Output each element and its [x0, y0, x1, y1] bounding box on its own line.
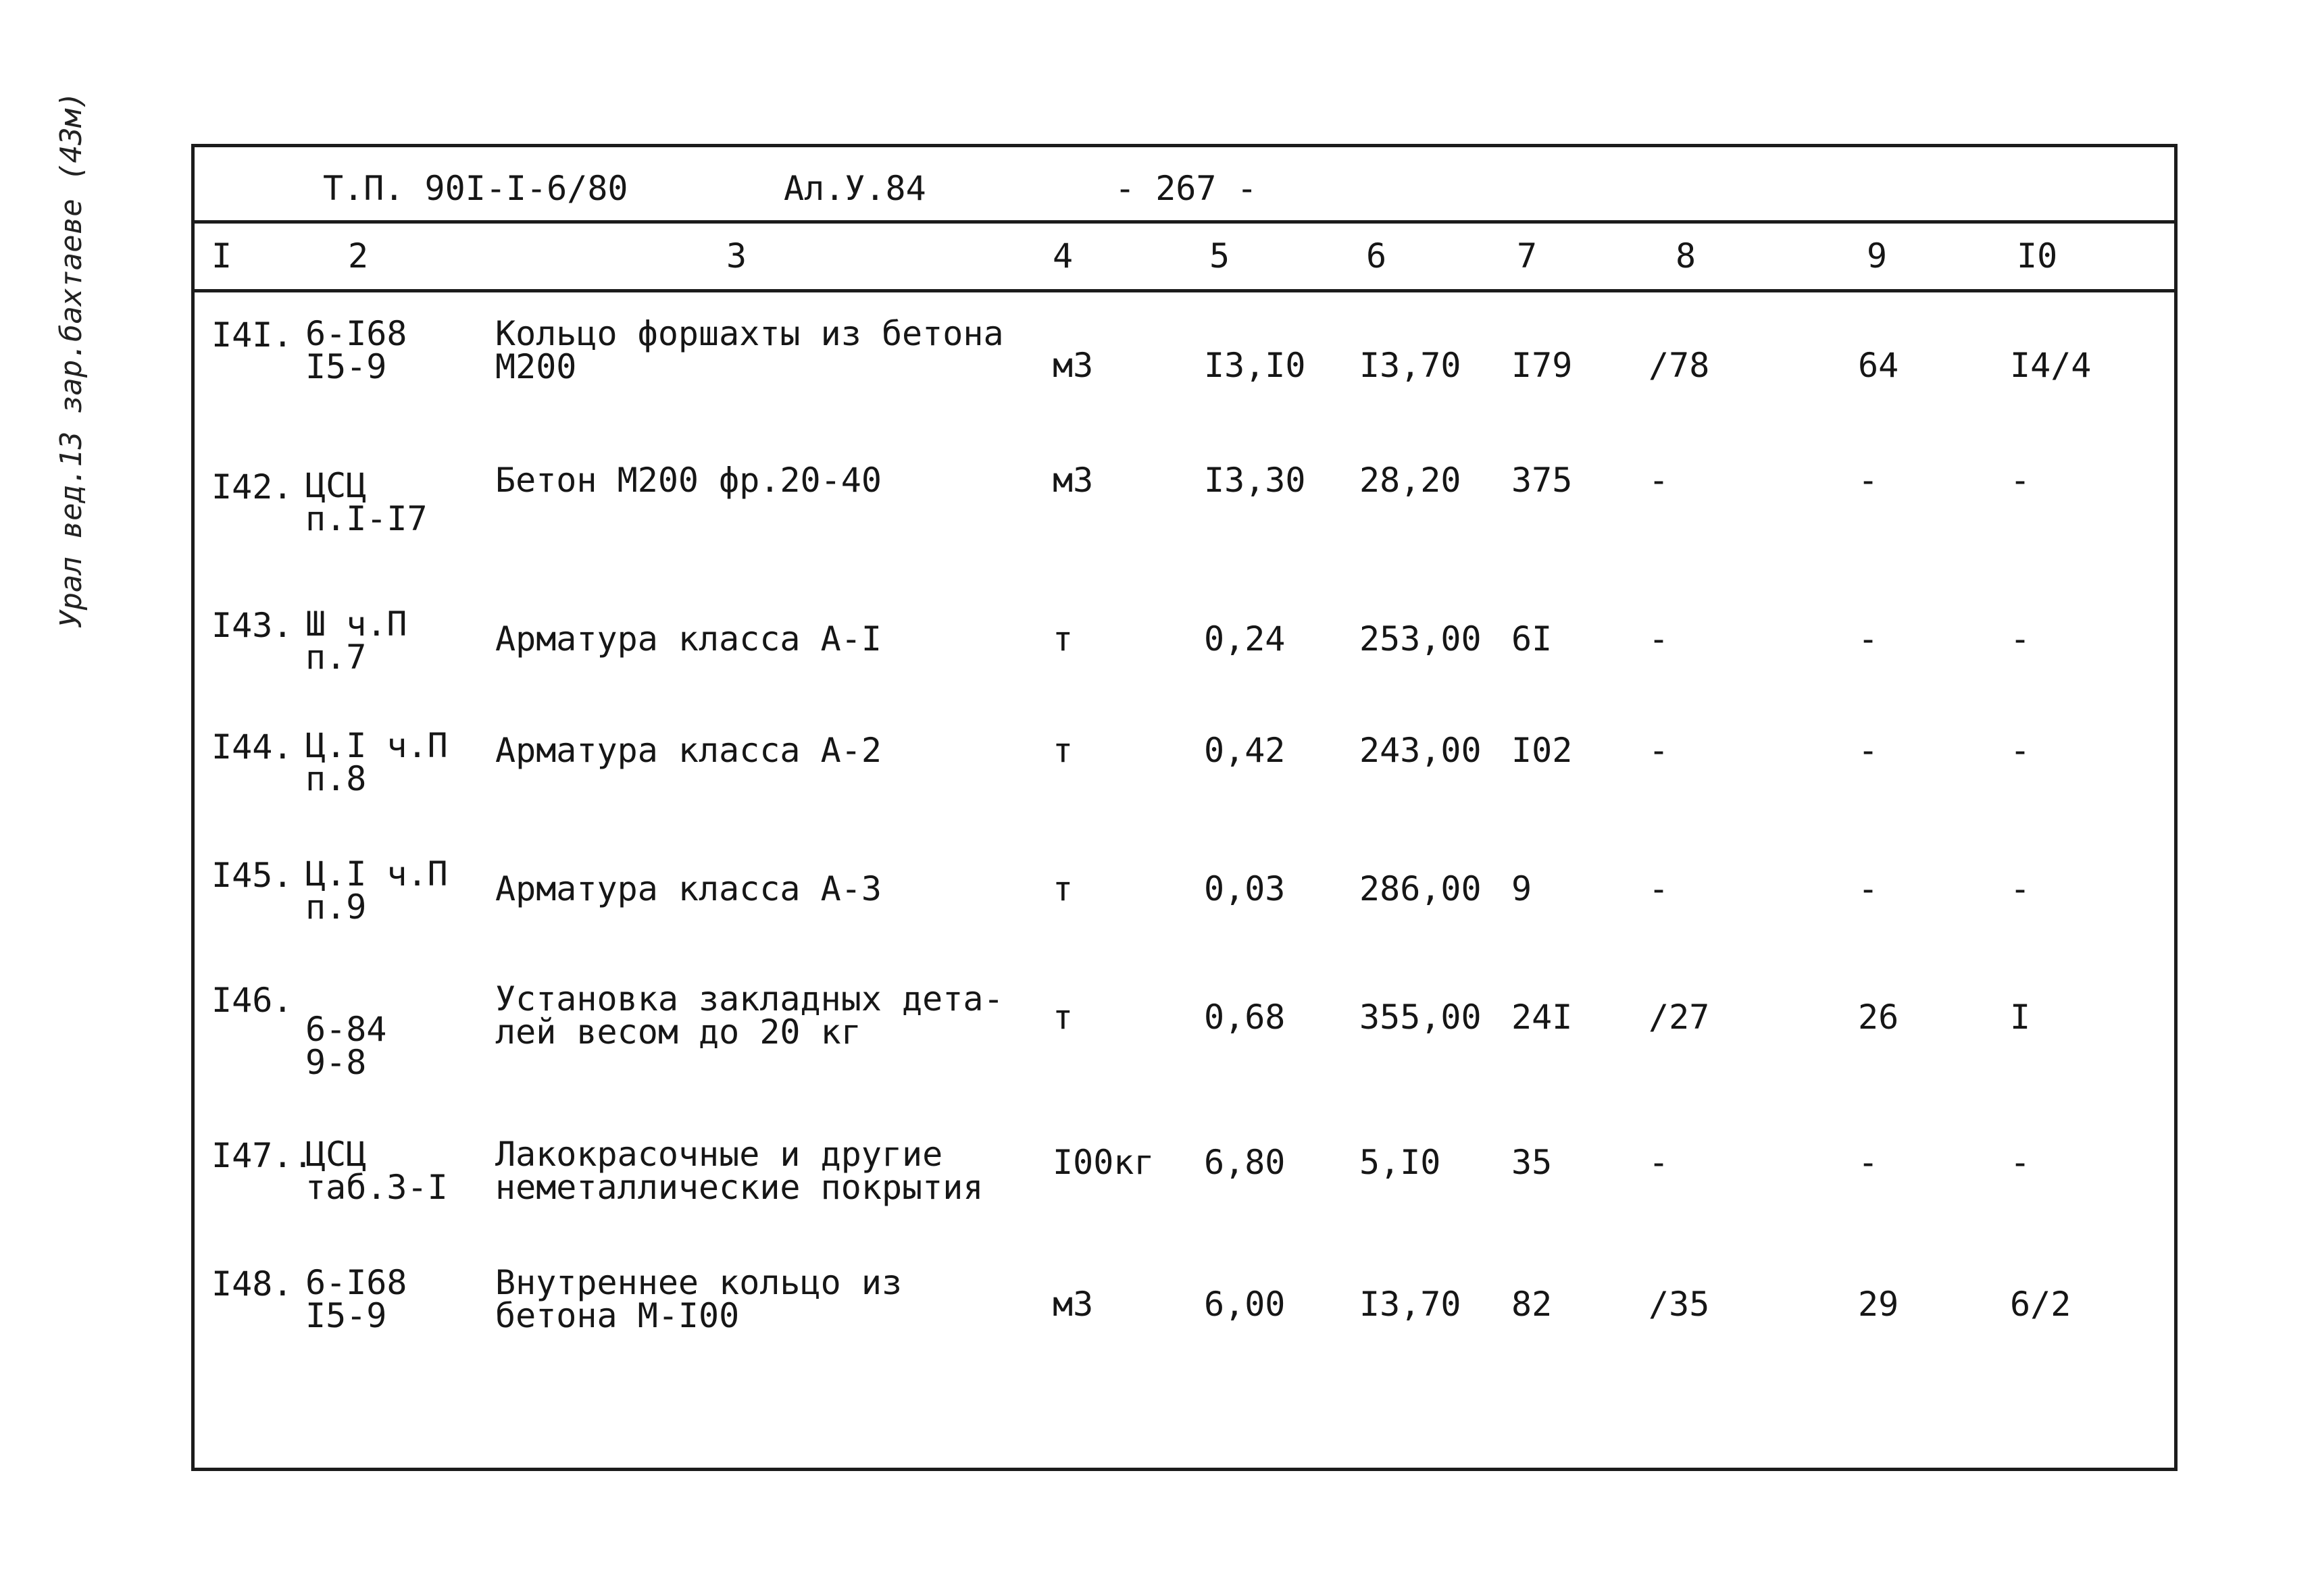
unit-price: 286,00 [1359, 869, 1482, 908]
page-number: - 267 - [1115, 169, 1257, 208]
album-number: Ал.У.84 [784, 169, 926, 208]
unit: м3 [1053, 461, 1094, 500]
total-cost: 24I [1511, 998, 1573, 1037]
col-8-value: - [1649, 1143, 1669, 1182]
doc-code: Т.П. 90I-I-6/80 [323, 169, 628, 208]
unit: т [1053, 731, 1074, 770]
unit-price: I3,70 [1359, 346, 1461, 385]
col-10-value: - [2010, 869, 2031, 908]
quantity: 0,68 [1204, 998, 1286, 1037]
col-9-value: 64 [1858, 346, 1899, 385]
work-name: Арматура класса А-I [495, 619, 882, 659]
quantity: I3,I0 [1204, 346, 1306, 385]
col-header-4: 4 [1053, 236, 1074, 276]
table-frame [191, 144, 2178, 1471]
col-9-value: - [1858, 461, 1879, 500]
work-name: Внутреннее кольцо из бетона М-I00 [495, 1263, 903, 1335]
norm-code: ЦСЦ п.I-I7 [305, 466, 428, 538]
work-name: Установка закладных дета- лей весом до 20 кг [495, 979, 1004, 1052]
work-name: Арматура класса А-2 [495, 731, 882, 770]
row-number: I44. [211, 727, 293, 767]
work-name: Бетон М200 фр.20-40 [495, 461, 882, 500]
total-cost: 6I [1511, 619, 1553, 659]
unit-price: 5,I0 [1359, 1143, 1441, 1182]
col-header-10: I0 [2017, 236, 2058, 276]
unit-price: I3,70 [1359, 1285, 1461, 1324]
col-9-value: - [1858, 731, 1879, 770]
col-8-value: - [1649, 731, 1669, 770]
row-number: I47.. [211, 1136, 313, 1175]
col-9-value: - [1858, 869, 1879, 908]
col-header-3: 3 [726, 236, 747, 276]
quantity: 6,80 [1204, 1143, 1286, 1182]
row-number: I45. [211, 856, 293, 895]
row-number: I43. [211, 606, 293, 645]
total-cost: I79 [1511, 346, 1573, 385]
col-header-1: I [211, 236, 232, 276]
row-number: I48. [211, 1264, 293, 1304]
col-header-2: 2 [348, 236, 369, 276]
norm-code: Ц.I ч.П п.8 [305, 726, 448, 798]
quantity: 0,42 [1204, 731, 1286, 770]
unit: м3 [1053, 1285, 1094, 1324]
work-name: Кольцо форшахты из бетона М200 [495, 314, 1004, 386]
quantity: 0,03 [1204, 869, 1286, 908]
col-10-value: - [2010, 731, 2031, 770]
column-header-divider [191, 289, 2178, 292]
col-header-8: 8 [1676, 236, 1696, 276]
unit: т [1053, 998, 1074, 1037]
unit-price: 243,00 [1359, 731, 1482, 770]
row-number: I4I. [211, 315, 293, 355]
col-8-value: - [1649, 619, 1669, 659]
total-cost: 9 [1511, 869, 1532, 908]
unit: т [1053, 869, 1074, 908]
col-8-value: - [1649, 869, 1669, 908]
col-9-value: 29 [1858, 1285, 1899, 1324]
norm-code: ЦСЦ таб.3-I [305, 1135, 448, 1207]
norm-code: 6-84 9-8 [305, 1010, 387, 1082]
work-name: Арматура класса А-3 [495, 869, 882, 908]
col-10-value: I4/4 [2010, 346, 2092, 385]
col-9-value: 26 [1858, 998, 1899, 1037]
quantity: 0,24 [1204, 619, 1286, 659]
col-9-value: - [1858, 619, 1879, 659]
col-header-7: 7 [1517, 236, 1538, 276]
quantity: I3,30 [1204, 461, 1306, 500]
header-divider [191, 220, 2178, 224]
unit: I00кг [1053, 1143, 1155, 1182]
side-handwritten-note: Урал вед.13 зар.бахтаеве (43м) [54, 91, 89, 628]
col-10-value: - [2010, 1143, 2031, 1182]
col-header-6: 6 [1366, 236, 1387, 276]
unit-price: 28,20 [1359, 461, 1461, 500]
total-cost: I02 [1511, 731, 1573, 770]
total-cost: 35 [1511, 1143, 1553, 1182]
unit-price: 355,00 [1359, 998, 1482, 1037]
row-number: I46. [211, 981, 293, 1020]
total-cost: 375 [1511, 461, 1573, 500]
col-8-value: /78 [1649, 346, 1710, 385]
quantity: 6,00 [1204, 1285, 1286, 1324]
col-10-value: I [2010, 998, 2031, 1037]
norm-code: Ш ч.П п.7 [305, 604, 407, 677]
col-10-value: - [2010, 461, 2031, 500]
col-8-value: - [1649, 461, 1669, 500]
unit: т [1053, 619, 1074, 659]
col-header-9: 9 [1867, 236, 1888, 276]
row-number: I42. [211, 467, 293, 507]
col-header-5: 5 [1209, 236, 1230, 276]
unit-price: 253,00 [1359, 619, 1482, 659]
norm-code: Ц.I ч.П п.9 [305, 854, 448, 927]
work-name: Лакокрасочные и другие неметаллические покрытия [495, 1135, 984, 1207]
col-9-value: - [1858, 1143, 1879, 1182]
unit: м3 [1053, 346, 1094, 385]
col-8-value: /35 [1649, 1285, 1710, 1324]
col-8-value: /27 [1649, 998, 1710, 1037]
norm-code: 6-I68 I5-9 [305, 1263, 407, 1335]
col-10-value: 6/2 [2010, 1285, 2071, 1324]
norm-code: 6-I68 I5-9 [305, 314, 407, 386]
col-10-value: - [2010, 619, 2031, 659]
total-cost: 82 [1511, 1285, 1553, 1324]
